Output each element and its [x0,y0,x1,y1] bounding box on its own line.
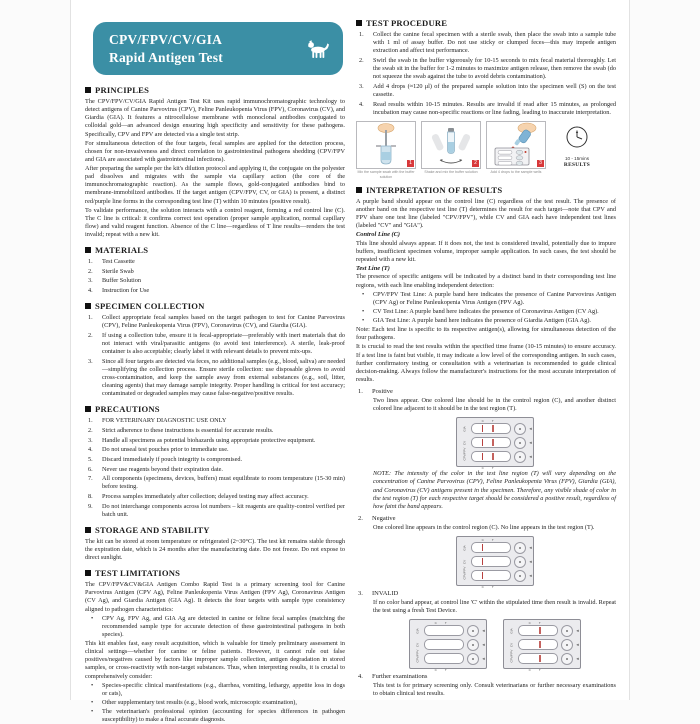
list-item: • Species-specific clinical manifestations (e.g., diarrhea, vomiting, lethargy, appetite loss in dogs or cats), [85,682,345,698]
result-invalid-text: If no color band appear, at control line 'C' within the stipulated time then result is invalid. Repeat the test using a fresh Test Device. [373,599,616,615]
list-item: • CPV Ag, FPV Ag, and GIA Ag are detected in canine or feline fecal samples (matching the recommended sample type for accurate detection of these gastrointestinal pathogens in both species). [85,615,345,639]
square-bullet-icon [85,527,91,533]
square-bullet-icon [356,20,362,26]
list-item: Strict adherence to these instructions is essential for accurate results. [102,427,274,435]
control-line-text: This line should always appear. If it does not, the test is considered invalid, potentially due to impure buffers, insufficient specimen volume, improper sample application. In such cases, the test should be repeated with a new kit. [356,239,616,263]
principles-paragraph: To validate performance, the solution interacts with a control reagent, forming a red control line (C). The C line is critical: it confirms correct test operation (proper sample application, normal capillary flow) and valid reagent function. Absence of the C line—regardless of T line results—renders the test invalid; repeat with a new kit. [85,206,345,239]
interpretation-note: Note: Each test line is specific to its respective antigen(s), allowing for simultaneous detection of the four pathogens. [356,326,616,342]
list-item: • Other supplementary test results (e.g., blood work, microscopic examination), [85,699,345,707]
sample-well [561,625,573,637]
square-bullet-icon [356,187,362,193]
section-precautions-heading: PRECAUTIONS [85,404,345,414]
result-positive-heading: 1. Positive [358,388,393,396]
list-item: Read results within 10-15 minutes. Results are invalid if read after 15 minutes, as prolonged incubation may cause non-specific reactions or line fading, leading to inaccurate interpretation. [373,100,616,116]
limitations-intro: The CPV/FPV&CV&GIA Antigen Combo Rapid Test is a primary screening tool for Canine Parvovirus Antigen (CPV Ag), Feline Panleukopenia Virus Antigen (FPV Ag), Coronavirus Antigen (CV Ag), and Giardia Antigen (GIA Ag). It detects the four targets with sample type consistency aligned to pathogen characteristics: [85,581,345,613]
list-item: FOR VETERINARY DIAGNOSTIC USE ONLY [102,417,227,425]
result-further-heading: 4. Further examinations [358,673,428,681]
list-item: Add 4 drops (≈120 μl) of the prepared sample solution into the specimen well (S) on the test cassette. [373,82,616,98]
clock-icon [565,125,589,149]
square-bullet-icon [85,87,91,93]
interpretation-intro: A purple band should appear on the control line (C) regardless of the test result. The presence of another band on the respective test line (T) determines the result for each target—note that CPV and FPV share one test line (labeled "CPV/FPV"), while CV and GIA each have independent test lines (labeled "CV" and "GIA"). [356,197,616,230]
list-item: • CPV/FPV Test Line: A purple band here indicates the presence of Canine Parvovirus Antigen (CPV Ag) or Feline Panleukopenia Virus Antigen (FPV Ag). [356,291,616,307]
result-negative-text: One colored line appears in the control region (C). No line appears in the test region (T). [373,523,595,531]
square-bullet-icon [85,303,91,309]
list-item: Handle all specimens as potential biohazards using appropriate protective equipment. [102,436,316,444]
section-materials-heading: MATERIALS [85,245,345,255]
kit-title-banner [93,22,343,75]
cassette-negative: C T GIA ◄ CV ◄ CPV/FPV ◄ C T [456,536,534,586]
list-item: Test Cassette [102,258,135,266]
sample-well [467,639,479,651]
figure-step1 [356,121,416,179]
test-line-text: The presence of specific antigens will be indicated by a distinct band in their corresponding test line regions, with each line enabling independent detection: [356,273,616,289]
figure-caption: Add 4 drops to the sample wells [490,170,542,175]
step-badge: 1 [407,160,414,167]
list-item: Sterile Swab [102,267,134,275]
test-line-bullets [356,291,616,326]
result-positive-text: Two lines appear. One colored line should be in the control region (C), and another distinct colored line adjacent to it should be in the test region (T). [373,397,616,413]
section-procedure-heading: TEST PROCEDURE [356,18,616,28]
list-item: Since all four targets are detected via feces, no additional samples (e.g., blood, saliva) are needed—simplifying the collection process. Ensure sterile collection: use disposable gloves to avoid cross-contamination, and keep the sample away from external substances (e.g., soil, litter, cleaning agents) that may damage sample integrity. Proper handling is critical for test accuracy; contaminated or degraded samples may cause false-negative/positive results. [102,357,345,398]
principles-paragraph: For simultaneous detection of the four targets, fecal samples are applied for the detection process, chosen for non-invasiveness and direct correlation to gastrointestinal pathogens shedding (CPV/FPV and GIA are associated with gastrointestinal infections). [85,139,345,163]
precautions-list [85,417,345,518]
list-item: Do not unseal test pouches prior to immediate use. [102,446,229,454]
list-item: Process samples immediately after collection; delayed testing may affect accuracy. [102,492,309,500]
section-specimen-heading: SPECIMEN COLLECTION [85,301,345,311]
list-item: Buffer Solution [102,277,141,285]
step-badge: 3 [537,160,544,167]
result-negative-heading: 2. Negative [358,514,396,522]
leaflet-page [70,0,630,724]
square-bullet-icon [85,570,91,576]
result-positive-note: NOTE: The intensity of the color in the test line region (T) will vary depending on the concentration of Canine Parvovirus (CPV), Feline Panleukopenia Virus (FPV), Giardia (GIA), and Coronavirus (CV) antigens present in the specimen. Therefore, any visible shade of color in the test region (T) for each respective target should be considered a positive result, regardless of how faint the band appears. [373,470,616,510]
section-storage-heading: STORAGE AND STABILITY [85,525,345,535]
result-further-text: This test is for primary screening only. Consult veterinarians or further necessary examinations to obtain clinical test results. [373,682,616,698]
limitations-bullets [85,682,345,724]
step-badge: 2 [472,160,479,167]
materials-list [85,258,345,295]
procedure-figures [356,121,616,179]
list-item: All components (specimens, devices, buffers) must equilibrate to room temperature (15-30 min) before testing. [102,475,345,491]
list-item: Discard immediately if pouch integrity is compromised. [102,455,243,463]
list-item: Collect the canine fecal specimen with a sterile swab, then place the swab into a sample tube with 1 ml of assay buffer. Do not use sticky or clumped feces—this may impede antigen extraction and affect test performance. [373,31,616,55]
control-line-subhead: Control Line (C) [356,231,401,239]
section-limitations-heading: TEST LIMITATIONS [85,568,345,578]
list-item: • CV Test Line: A purple band here indicates the presence of Coronavirus Antigen (CV Ag). [356,308,616,316]
timer-block [551,125,603,168]
figure-caption: Mix the sample swab with the buffer solution [357,170,415,179]
kit-title-line2: Rapid Antigen Test [109,49,223,65]
limitations-middle: This kit enables fast, easy result acquisition, which is valuable for timely preliminary assessment in clinical settings—whether for canine or feline patients. However, it cannot rule out false positives/negatives caused by factors like improper sample collection, antigen degradation in stored samples, or cross-reactivity with non-target substances. Thus, when interpreting results, it is crucial to comprehensively consider: [85,640,345,680]
result-invalid-heading: 3. INVALID [358,590,399,598]
list-item: • The veterinarian's professional opinion (accounting for species differences in pathogen susceptibility) to make a final accurate diagnosis. [85,708,345,724]
sample-well [467,625,479,637]
procedure-steps [356,31,616,117]
list-item: Do not interchange components across lot numbers – kit reagents are quality-control verified per batch unit. [102,502,345,518]
kit-title [109,31,223,66]
list-item: Collect appropriate fecal samples based on the target pathogen to test for Canine Parvovirus (CPV), Feline Panleukopenia Virus (FPV), Coronavirus (CV), and Giardia (GIA). [102,314,345,330]
sample-well [514,570,526,582]
interpretation-timing: It is crucial to read the test results within the specified time frame (10-15 minutes) to ensure accuracy. If a test line is faint but visible, it may indicate a low level of the corresponding antigen. In such cases, further confirmatory testing or consultation with a veterinarian is recommended to guide clinical decision-making. Always follow the manufacturer's instructions for the most accurate interpretation of results. [356,343,616,383]
test-line-subhead: Test Line (T) [356,265,390,273]
figure-caption: Shake and mix the buffer solution [424,170,478,175]
list-item: Instruction for Use [102,287,150,295]
list-item: If using a collection tube, ensure it is fecal-appropriate—preferably with inert materials that do not interact with viral/parasitic antigens (to avoid test interference). A sterile, leak-proof container is also acceptable; clearly label it with relevant details to prevent mix-ups. [102,331,345,356]
sample-well [514,437,526,449]
kit-title-line1: CPV/FPV/CV/GIA [109,32,223,47]
square-bullet-icon [85,406,91,412]
sample-well [561,653,573,665]
sample-well [514,556,526,568]
sample-well [514,423,526,435]
sample-well [561,639,573,651]
principles-paragraph: After preparing the sample per the kit's dilution protocol and applying it, the conjugate on the polyester pad dissolves and migrates with the sample via capillary action (the core of the immunochromatographic reaction). As the sample flows, gold-conjugated antibodies bind to membrane-immobilized antibodies. If the target antigen (CPV/FPV, CV, or GIA) is present, a distinct red/purple line forms in the corresponding test line (T) within 10 minutes (positive result). [85,165,345,205]
right-column [356,10,616,700]
list-item: • GIA Test Line: A purple band here indicates the presence of Giardia Antigen (GIA Ag). [356,317,616,325]
cassette-positive: C T GIA ◄ CV ◄ CPV/FPV ◄ C T [456,417,534,467]
figure-step3 [486,121,546,175]
left-column [85,10,345,724]
list-item: Never use reagents beyond their expiration date. [102,465,223,473]
timer-duration: 10 - 15mins [564,155,589,161]
sample-well [467,653,479,665]
dog-icon [305,36,331,62]
section-principles-heading: PRINCIPLES [85,85,345,95]
figure-step2 [421,121,481,175]
sample-well [514,542,526,554]
cassette-invalid-blank: C T GIA ◄ CV ◄ CPV/FPV ◄ C T [409,619,487,669]
specimen-list [85,314,345,398]
list-item: Swirl the swab in the buffer vigorously for 10-15 seconds to mix fecal material thoroughly. Let the swab sit in the buffer for 1-2 minutes to maximize antigen release, then remove the swab (do not squeeze the swab against the tube to avoid debris contamination). [373,56,616,81]
limitations-bullet-top [85,615,345,639]
square-bullet-icon [85,247,91,253]
cassette-invalid-testline-only: C T GIA ◄ CV ◄ CPV/FPV ◄ C T [503,619,581,669]
principles-paragraph: The CPV/FPV/CV/GIA Rapid Antigen Test Kit uses rapid immunochromatographic technology to detect antigens of Canine Parvovirus (CPV), Feline Panleukopenia Virus (FPV), Coronavirus (CV), and Giardia (GIA). It features a nitrocellulose membrane with monoclonal antibodies conjugated to colloidal gold—an advanced design ensuring high specificity and sensitivity for these pathogens. Specifically, CPV and FPV are detected via a single test strip. [85,98,345,138]
timer-results-label: RESULTS [563,161,591,168]
section-interpretation-heading: INTERPRETATION OF RESULTS [356,185,616,195]
sample-well [514,451,526,463]
storage-paragraph: The kit can be stored at room temperature or refrigerated (2~30°C). The test kit remains stable through the expiration date, which is 24 months after the manufacturing date. Do not freeze. Do not expose to direct sunlight. [85,537,345,562]
